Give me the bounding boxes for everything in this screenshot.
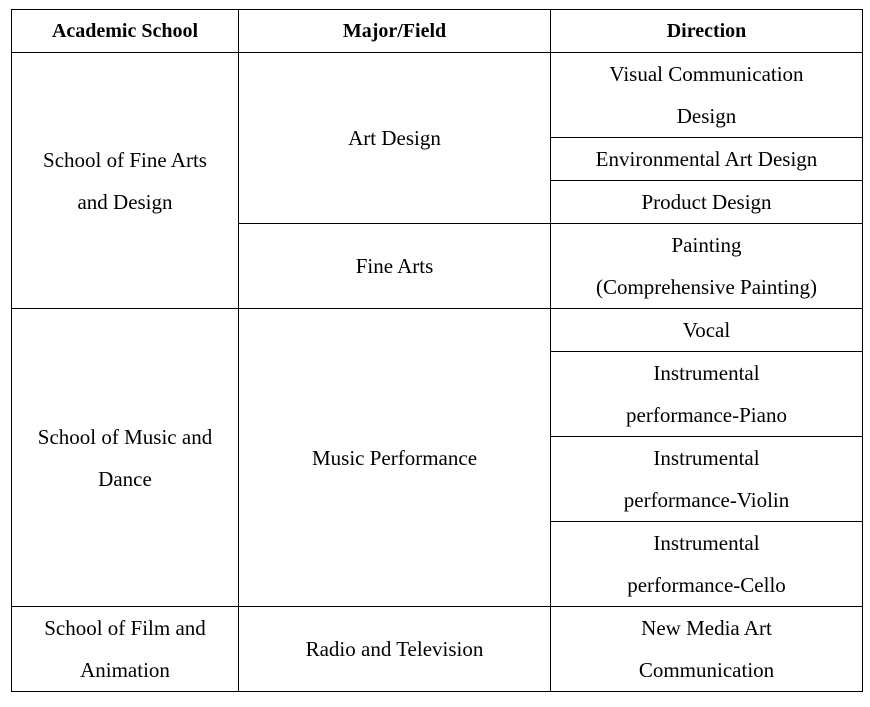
school-cell: [12, 309, 239, 607]
direction-line: performance-Piano: [626, 403, 787, 427]
direction-cell: [551, 224, 863, 309]
school-name-line: and Design: [77, 189, 173, 214]
direction-line: performance-Cello: [627, 573, 786, 597]
table-row: [12, 309, 863, 352]
major-cell: Art Design: [239, 53, 551, 224]
direction-cell: [551, 607, 863, 692]
table-row: [12, 53, 863, 138]
direction-line: performance-Violin: [623, 488, 790, 512]
direction-cell: Vocal: [551, 309, 863, 352]
school-name-line: School of Film and: [44, 616, 206, 640]
direction-cell: Product Design: [551, 181, 863, 224]
direction-line: Instrumental: [653, 446, 760, 470]
direction-line: New Media Art: [641, 616, 772, 640]
header-academic-school: Academic School: [12, 10, 239, 53]
major-cell: Radio and Television: [239, 607, 551, 692]
school-name-line: Animation: [80, 658, 170, 682]
major-cell: Fine Arts: [239, 224, 551, 309]
direction-line: (Comprehensive Painting): [595, 275, 818, 299]
direction-line: Painting: [671, 233, 742, 257]
direction-cell: [551, 352, 863, 437]
header-row: [12, 10, 863, 53]
direction-cell: [551, 437, 863, 522]
direction-cell: [551, 53, 863, 138]
direction-cell: [551, 522, 863, 607]
header-major-field: Major/Field: [239, 10, 551, 53]
school-name-line: School of Music and: [37, 424, 213, 449]
direction-cell: Environmental Art Design: [551, 138, 863, 181]
school-name-line: Dance: [98, 466, 152, 491]
direction-line: Design: [676, 104, 737, 128]
school-cell: [12, 607, 239, 692]
major-cell: Music Performance: [239, 309, 551, 607]
direction-line: Instrumental: [653, 531, 760, 555]
direction-line: Visual Communication: [609, 62, 804, 86]
school-cell: [12, 53, 239, 309]
programs-table: [11, 9, 863, 692]
direction-line: Communication: [638, 658, 775, 682]
direction-line: Instrumental: [653, 361, 760, 385]
table-row: [12, 607, 863, 692]
header-direction: Direction: [551, 10, 863, 53]
school-name-line: School of Fine Arts: [43, 147, 207, 172]
